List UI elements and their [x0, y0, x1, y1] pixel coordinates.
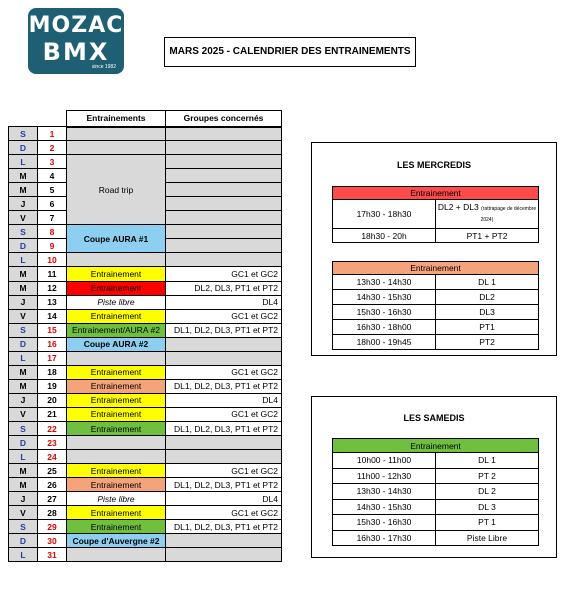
mercredis-t2-row: [333, 335, 539, 350]
day-number: 20: [38, 393, 67, 407]
day-number: 26: [38, 478, 67, 492]
groups-cell: [166, 337, 282, 351]
mercredis-t1-group-name: DL2 + DL3: [437, 202, 479, 212]
calendar-row: [9, 267, 282, 281]
day-letter: M: [9, 281, 38, 295]
event-cell: Entrainement: [67, 464, 166, 478]
event-cell: [67, 450, 166, 464]
day-number: 22: [38, 421, 67, 435]
day-letter: J: [9, 492, 38, 506]
event-cell: Entrainement: [67, 520, 166, 534]
day-number: 5: [38, 183, 67, 197]
day-letter: S: [9, 225, 38, 239]
day-number: 14: [38, 309, 67, 323]
day-number: 4: [38, 169, 67, 183]
time-cell: 13h30 - 14h30: [333, 484, 436, 500]
day-letter: D: [9, 239, 38, 253]
samedis-row: [333, 530, 539, 546]
calendar-row: [9, 281, 282, 295]
time-cell: 18h00 - 19h45: [333, 335, 436, 350]
event-cell: [67, 141, 166, 155]
group-cell: DL 2: [436, 484, 539, 500]
event-cell: Entrainement/AURA #2: [67, 323, 166, 337]
day-letter: M: [9, 464, 38, 478]
day-number: 30: [38, 534, 67, 548]
calendar-row: [9, 141, 282, 155]
groups-cell: GC1 et GC2: [166, 407, 282, 421]
groups-cell: DL4: [166, 295, 282, 309]
event-cell: Entrainement: [67, 421, 166, 435]
day-number: 8: [38, 225, 67, 239]
day-letter: M: [9, 478, 38, 492]
event-cell: Entrainement: [67, 365, 166, 379]
day-number: 2: [38, 141, 67, 155]
samedis-row: [333, 468, 539, 484]
day-number: 12: [38, 281, 67, 295]
groups-cell: GC1 et GC2: [166, 464, 282, 478]
time-cell: 13h30 - 14h30: [333, 275, 436, 290]
mercredis-t1-group: PT1 + PT2: [436, 229, 539, 243]
day-number: 13: [38, 295, 67, 309]
day-number: 23: [38, 436, 67, 450]
day-letter: V: [9, 309, 38, 323]
page-title: MARS 2025 - CALENDRIER DES ENTRAINEMENTS: [164, 37, 416, 67]
calendar-row: [9, 548, 282, 562]
day-number: 29: [38, 520, 67, 534]
groups-cell: [166, 548, 282, 562]
groups-cell: [166, 211, 282, 225]
day-letter: J: [9, 295, 38, 309]
groups-cell: [166, 141, 282, 155]
groups-cell: [166, 351, 282, 365]
time-cell: 10h00 - 11h00: [333, 453, 436, 469]
samedis-title: LES SAMEDIS: [403, 413, 465, 423]
day-letter: V: [9, 506, 38, 520]
day-letter: D: [9, 436, 38, 450]
group-cell: Piste Libre: [436, 530, 539, 546]
calendar-row: [9, 155, 282, 169]
calendar-row: [9, 379, 282, 393]
event-cell: [67, 127, 166, 141]
event-cell: Entrainement: [67, 309, 166, 323]
groups-cell: DL4: [166, 492, 282, 506]
mercredis-t1-time: 17h30 - 18h30: [333, 200, 436, 229]
samedis-row: [333, 453, 539, 469]
samedis-row: [333, 484, 539, 500]
groups-cell: [166, 225, 282, 239]
groups-cell: [166, 239, 282, 253]
calendar-row: [9, 464, 282, 478]
event-cell: [67, 548, 166, 562]
mercredis-t1-time: 18h30 - 20h: [333, 229, 436, 243]
calendar-row: [9, 492, 282, 506]
day-letter: D: [9, 534, 38, 548]
day-number: 6: [38, 197, 67, 211]
calendar-row: [9, 407, 282, 421]
event-cell: [67, 351, 166, 365]
event-cell: [67, 253, 166, 267]
groups-cell: DL1, DL2, DL3, PT1 et PT2: [166, 520, 282, 534]
day-letter: L: [9, 253, 38, 267]
day-number: 11: [38, 267, 67, 281]
calendar-row: [9, 309, 282, 323]
mercredis-t2-row: [333, 305, 539, 320]
day-letter: S: [9, 520, 38, 534]
groups-cell: [166, 253, 282, 267]
day-letter: L: [9, 351, 38, 365]
day-number: 10: [38, 253, 67, 267]
groups-cell: [166, 450, 282, 464]
day-letter: V: [9, 407, 38, 421]
calendar-row: [9, 534, 282, 548]
calendar-row: [9, 478, 282, 492]
mercredis-t2-row: [333, 290, 539, 305]
day-letter: L: [9, 450, 38, 464]
day-number: 21: [38, 407, 67, 421]
day-number: 19: [38, 379, 67, 393]
day-number: 24: [38, 450, 67, 464]
time-cell: 15h30 - 16h30: [333, 515, 436, 531]
mercredis-t2-row: [333, 275, 539, 290]
group-cell: DL2: [436, 290, 539, 305]
groups-cell: [166, 169, 282, 183]
day-number: 3: [38, 155, 67, 169]
day-letter: S: [9, 127, 38, 141]
event-cell: Entrainement: [67, 393, 166, 407]
calendar-row: [9, 295, 282, 309]
club-logo: [28, 8, 124, 74]
groups-cell: DL1, DL2, DL3, PT1 et PT2: [166, 478, 282, 492]
calendar-row: [9, 337, 282, 351]
groups-cell: DL1, DL2, DL3, PT1 et PT2: [166, 379, 282, 393]
day-number: 18: [38, 365, 67, 379]
day-letter: V: [9, 211, 38, 225]
mercredis-table1-header: Entrainement: [333, 187, 539, 200]
mercredis-t1-note: (rattrapage de décembre 2024): [480, 206, 537, 223]
event-cell: Entrainement: [67, 407, 166, 421]
calendar-row: [9, 351, 282, 365]
time-cell: 14h30 - 15h30: [333, 499, 436, 515]
group-cell: PT 2: [436, 468, 539, 484]
day-number: 27: [38, 492, 67, 506]
groups-cell: [166, 197, 282, 211]
mercredis-t1-group: [436, 200, 539, 229]
time-cell: 16h30 - 17h30: [333, 530, 436, 546]
groups-cell: [166, 183, 282, 197]
event-cell: [67, 436, 166, 450]
day-letter: J: [9, 197, 38, 211]
time-cell: 14h30 - 15h30: [333, 290, 436, 305]
calendar-row: [9, 436, 282, 450]
event-cell: Entrainement: [67, 379, 166, 393]
groups-cell: DL1, DL2, DL3, PT1 et PT2: [166, 421, 282, 435]
event-cell: Coupe AURA #2: [67, 337, 166, 351]
groups-cell: [166, 534, 282, 548]
calendar-row: [9, 365, 282, 379]
group-cell: DL 3: [436, 499, 539, 515]
logo-text-line3: since 1982: [91, 64, 116, 70]
day-letter: M: [9, 365, 38, 379]
mercredis-table-1: [332, 186, 539, 243]
day-letter: L: [9, 155, 38, 169]
groups-cell: GC1 et GC2: [166, 365, 282, 379]
mercredis-t2-row: [333, 320, 539, 335]
groups-cell: DL2, DL3, PT1 et PT2: [166, 281, 282, 295]
event-cell: Entrainement: [67, 506, 166, 520]
day-number: 1: [38, 127, 67, 141]
samedis-row: [333, 515, 539, 531]
group-cell: PT 1: [436, 515, 539, 531]
calendar-row: [9, 225, 282, 239]
day-number: 17: [38, 351, 67, 365]
calendar-row: [9, 323, 282, 337]
calendar-row: [9, 450, 282, 464]
event-cell: Piste libre: [67, 492, 166, 506]
day-letter: M: [9, 379, 38, 393]
event-cell: Entrainement: [67, 281, 166, 295]
groups-cell: GC1 et GC2: [166, 267, 282, 281]
groups-cell: [166, 436, 282, 450]
calendar-header-row: [9, 111, 282, 127]
groups-cell: DL1, DL2, DL3, PT1 et PT2: [166, 323, 282, 337]
day-number: 7: [38, 211, 67, 225]
calendar-table: [8, 110, 282, 562]
samedis-table: [332, 438, 539, 546]
day-number: 16: [38, 337, 67, 351]
event-cell: Piste libre: [67, 295, 166, 309]
day-letter: S: [9, 421, 38, 435]
mercredis-title: LES MERCREDIS: [396, 160, 471, 170]
group-cell: DL 1: [436, 275, 539, 290]
day-letter: M: [9, 267, 38, 281]
group-cell: PT2: [436, 335, 539, 350]
day-number: 9: [38, 239, 67, 253]
group-cell: DL3: [436, 305, 539, 320]
calendar-row: [9, 520, 282, 534]
event-cell: Entrainement: [67, 478, 166, 492]
logo-text-line1: MOZAC: [28, 13, 124, 38]
day-letter: S: [9, 323, 38, 337]
samedis-table-header: Entrainement: [333, 439, 539, 453]
event-cell: Entrainement: [67, 267, 166, 281]
event-cell: Road trip: [67, 155, 166, 225]
logo-text-line2: BMX: [42, 38, 110, 66]
day-letter: J: [9, 393, 38, 407]
day-letter: M: [9, 169, 38, 183]
day-letter: D: [9, 141, 38, 155]
day-number: 31: [38, 548, 67, 562]
header-events: Entrainements: [67, 111, 166, 127]
header-groups: Groupes concernés: [166, 111, 282, 127]
group-cell: PT1: [436, 320, 539, 335]
calendar-row: [9, 253, 282, 267]
day-number: 25: [38, 464, 67, 478]
calendar-row: [9, 506, 282, 520]
day-letter: L: [9, 548, 38, 562]
mercredis-table2-header: Entrainement: [333, 262, 539, 275]
samedis-row: [333, 499, 539, 515]
groups-cell: GC1 et GC2: [166, 309, 282, 323]
time-cell: 11h00 - 12h30: [333, 468, 436, 484]
calendar-row: [9, 421, 282, 435]
groups-cell: [166, 127, 282, 141]
time-cell: 16h30 - 18h00: [333, 320, 436, 335]
day-number: 15: [38, 323, 67, 337]
calendar-row: [9, 393, 282, 407]
day-letter: M: [9, 183, 38, 197]
groups-cell: [166, 155, 282, 169]
time-cell: 15h30 - 16h30: [333, 305, 436, 320]
group-cell: DL 1: [436, 453, 539, 469]
groups-cell: DL4: [166, 393, 282, 407]
mercredis-table-2: [332, 261, 539, 350]
day-number: 28: [38, 506, 67, 520]
day-letter: D: [9, 337, 38, 351]
event-cell: Coupe AURA #1: [67, 225, 166, 253]
calendar-row: [9, 127, 282, 141]
groups-cell: GC1 et GC2: [166, 506, 282, 520]
event-cell: Coupe d'Auvergne #2: [67, 534, 166, 548]
